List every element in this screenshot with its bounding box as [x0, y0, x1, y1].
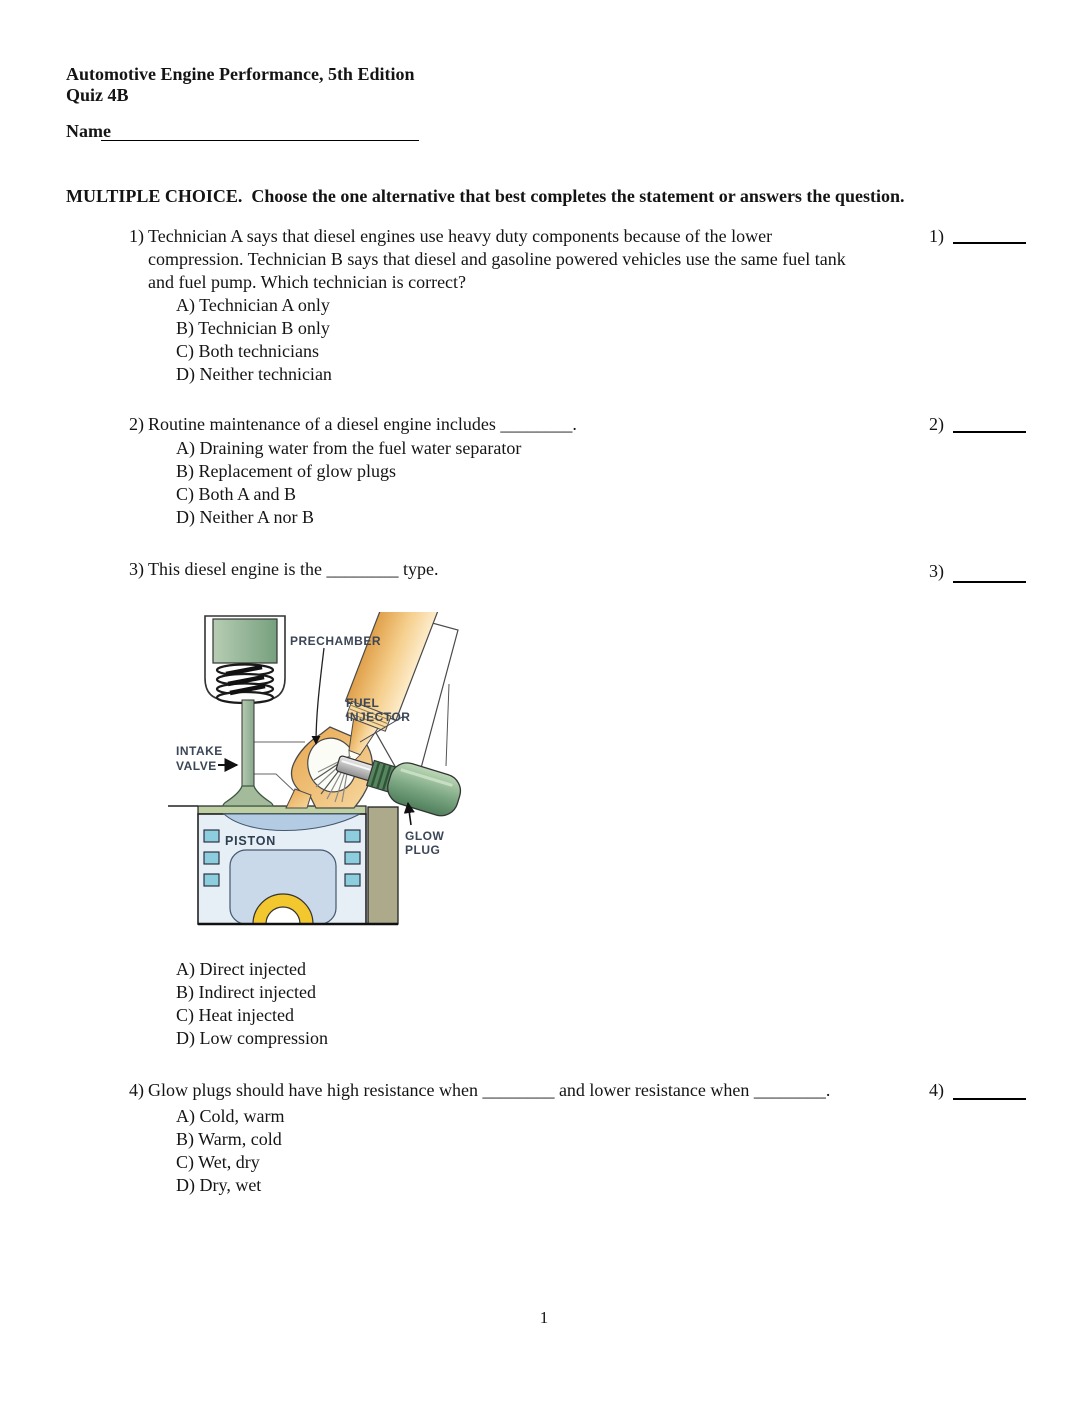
diesel-engine-diagram [168, 612, 468, 937]
answer-4-number: 4) [929, 1080, 944, 1100]
valve-retainer [213, 619, 277, 663]
intake-valve-label-line2: VALVE [176, 759, 217, 773]
name-label: Name [66, 121, 111, 141]
fuel-injector-label-line1: FUEL [346, 696, 380, 710]
question-3-choice-b: B) Indirect injected [176, 982, 316, 1002]
piston-label: PISTON [225, 834, 277, 848]
question-1-choice-c: C) Both technicians [176, 341, 319, 361]
glow-plug-label-line1: GLOW [405, 829, 445, 843]
question-3-choice-d: D) Low compression [176, 1028, 328, 1048]
question-4-choice-d: D) Dry, wet [176, 1175, 262, 1195]
intake-valve-shape [205, 616, 285, 806]
doc-title: Automotive Engine Performance, 5th Edition [66, 64, 415, 84]
name-blank-line[interactable] [101, 140, 419, 141]
answer-1-blank[interactable] [953, 242, 1026, 244]
question-1-line-3: and fuel pump. Which technician is correct? [148, 272, 467, 292]
question-4-line-1: Glow plugs should have high resistance when ________ and lower resistance when ________. [148, 1080, 831, 1100]
answer-1-number: 1) [929, 226, 944, 246]
question-2-choice-b: B) Replacement of glow plugs [176, 461, 396, 481]
question-4-choice-b: B) Warm, cold [176, 1129, 282, 1149]
answer-2-number: 2) [929, 414, 944, 434]
prechamber-leader-arrow [316, 648, 324, 744]
answer-3-blank[interactable] [953, 581, 1026, 583]
instructions-line: MULTIPLE CHOICE. Choose the one alternative that best completes the statement or answers the question. [66, 186, 905, 206]
glow-plug-label-line2: PLUG [405, 843, 441, 857]
question-4-choice-a: A) Cold, warm [176, 1106, 285, 1126]
question-2-choice-c: C) Both A and B [176, 484, 297, 504]
question-3-number: 3) [129, 559, 144, 579]
valve-spring [217, 665, 273, 704]
page-number: 1 [539, 1308, 549, 1327]
block-wall [368, 807, 398, 924]
question-2-line-1: Routine maintenance of a diesel engine includes ________. [148, 414, 577, 434]
question-3-choice-c: C) Heat injected [176, 1005, 294, 1025]
cylinder-block [198, 806, 398, 937]
answer-3-number: 3) [929, 561, 944, 581]
question-3-choice-a: A) Direct injected [176, 959, 306, 979]
question-2-number: 2) [129, 414, 144, 434]
question-3-line-1: This diesel engine is the ________ type. [148, 559, 439, 579]
question-1-choice-d: D) Neither technician [176, 364, 332, 384]
question-1-line-2: compression. Technician B says that diesel and gasoline powered vehicles use the same fuel tank [148, 249, 846, 269]
fuel-injector-label-line2: INJECTOR [346, 710, 411, 724]
prechamber-label: PRECHAMBER [290, 634, 382, 648]
question-2-choice-d: D) Neither A nor B [176, 507, 314, 527]
question-1-choice-b: B) Technician B only [176, 318, 330, 338]
intake-valve-label-line1: INTAKE [176, 744, 223, 758]
question-4-choice-c: C) Wet, dry [176, 1152, 260, 1172]
valve-stem [242, 700, 254, 786]
question-2-choice-a: A) Draining water from the fuel water separator [176, 438, 522, 458]
question-1-choice-a: A) Technician A only [176, 295, 330, 315]
question-4-number: 4) [129, 1080, 144, 1100]
answer-4-blank[interactable] [953, 1098, 1026, 1100]
question-1-number: 1) [129, 226, 144, 246]
question-1-line-1: Technician A says that diesel engines use heavy duty components because of the lower [148, 226, 773, 246]
answer-2-blank[interactable] [953, 431, 1026, 433]
valve-head [223, 786, 273, 806]
doc-subtitle: Quiz 4B [66, 85, 129, 105]
